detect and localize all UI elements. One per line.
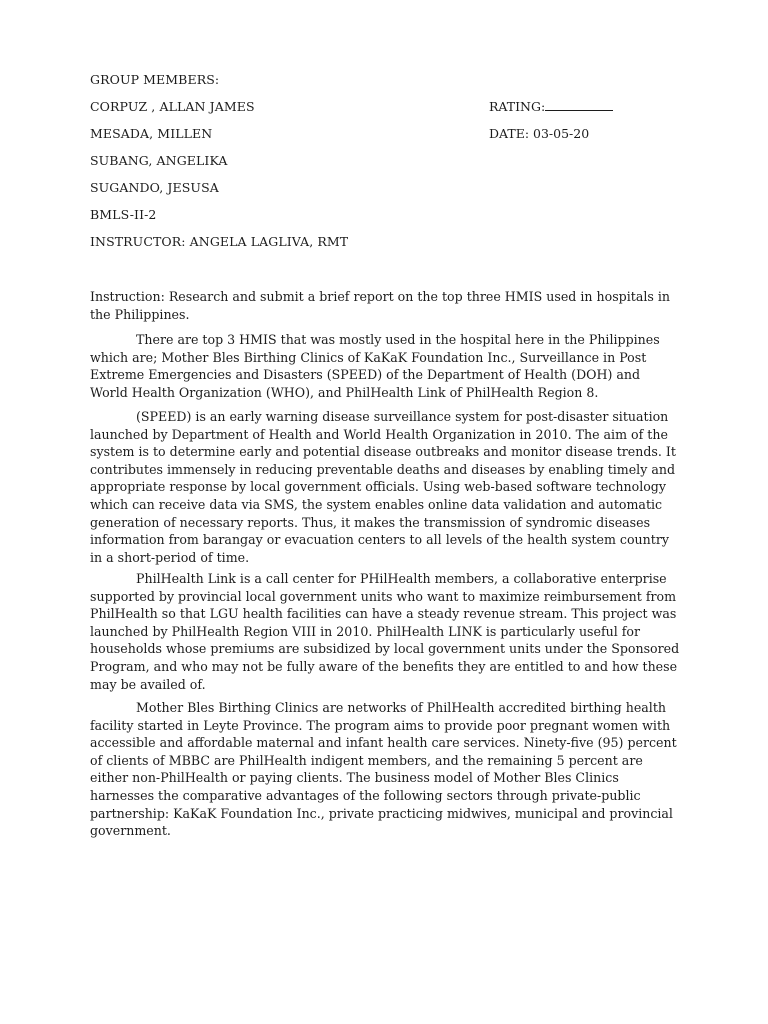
group-members-label: GROUP MEMBERS: <box>90 72 220 87</box>
paragraph-text: (SPEED) is an early warning disease surveillance system for post-disaster situation launched by Department of Health and World Health Organization in 2010. The aim of the system is to determine early and potential disease outbreaks and monitor disease trends. It contributes immensely in reducing preventable deaths and diseases by enabling timely and appropriate response by local government officials. Using web-based software technology which can receive data via SMS, the system enables online data validation and automatic generation of necessary reports. Thus, it makes the transmission of syndromic diseases information from barangay or evacuation centers to all levels of the health system country in a short-period of time. <box>90 409 676 565</box>
section-code: BMLS-II-2 <box>90 207 157 222</box>
instructor-line: INSTRUCTOR: ANGELA LAGLIVA, RMT <box>90 234 349 249</box>
rating-field <box>489 99 613 114</box>
date-field: DATE: 03-05-20 <box>489 126 590 141</box>
rating-label: RATING: <box>489 99 546 114</box>
paragraph-speed <box>90 408 680 566</box>
paragraph-text: Mother Bles Birthing Clinics are networks of PhilHealth accredited birthing health facility started in Leyte Province. The program aims to provide poor pregnant women with accessible and affordable maternal and infant health care services. Ninety-five (95) percent of clients of MBBC are PhilHealth indigent members, and the remaining 5 percent are either non-PhilHealth or paying clients. The business model of Mother Bles Clinics harnesses the comparative advantages of the following sectors through private-public partnership: KaKaK Foundation Inc., private practicing midwives, municipal and provincial government. <box>90 700 677 839</box>
instruction-paragraph <box>90 288 680 323</box>
paragraph-intro <box>90 331 680 401</box>
paragraph-philhealth-link <box>90 570 680 693</box>
member-name: SUGANDO, JESUSA <box>90 180 219 195</box>
member-name: MESADA, MILLEN <box>90 126 213 141</box>
paragraph-text: There are top 3 HMIS that was mostly used in the hospital here in the Philippines which are; Mother Bles Birthing Clinics of KaKaK Foundation Inc., Surveillance in Post Extreme Emergencies and Disasters (SPEED) of the Department of Health (DOH) and World Health Organization (WHO), and PhilHealth Link of PhilHealth Region 8. <box>90 332 660 400</box>
member-name: CORPUZ , ALLAN JAMES <box>90 99 255 114</box>
paragraph-mother-bles <box>90 699 680 840</box>
instruction-text: Instruction: Research and submit a brief report on the top three HMIS used in hospitals in the Philippines. <box>90 289 670 322</box>
paragraph-text: PhilHealth Link is a call center for PHilHealth members, a collaborative enterprise supported by provincial local government units who want to maximize reimbursement from PhilHealth so that LGU health facilities can have a steady revenue stream. This project was launched by PhilHealth Region VIII in 2010. PhilHealth LINK is particularly useful for households whose premiums are subsidized by local government units under the Sponsored Program, and who may not be fully aware of the benefits they are entitled to and how these may be availed of. <box>90 571 680 692</box>
member-name: SUBANG, ANGELIKA <box>90 153 228 168</box>
rating-blank <box>545 99 613 111</box>
